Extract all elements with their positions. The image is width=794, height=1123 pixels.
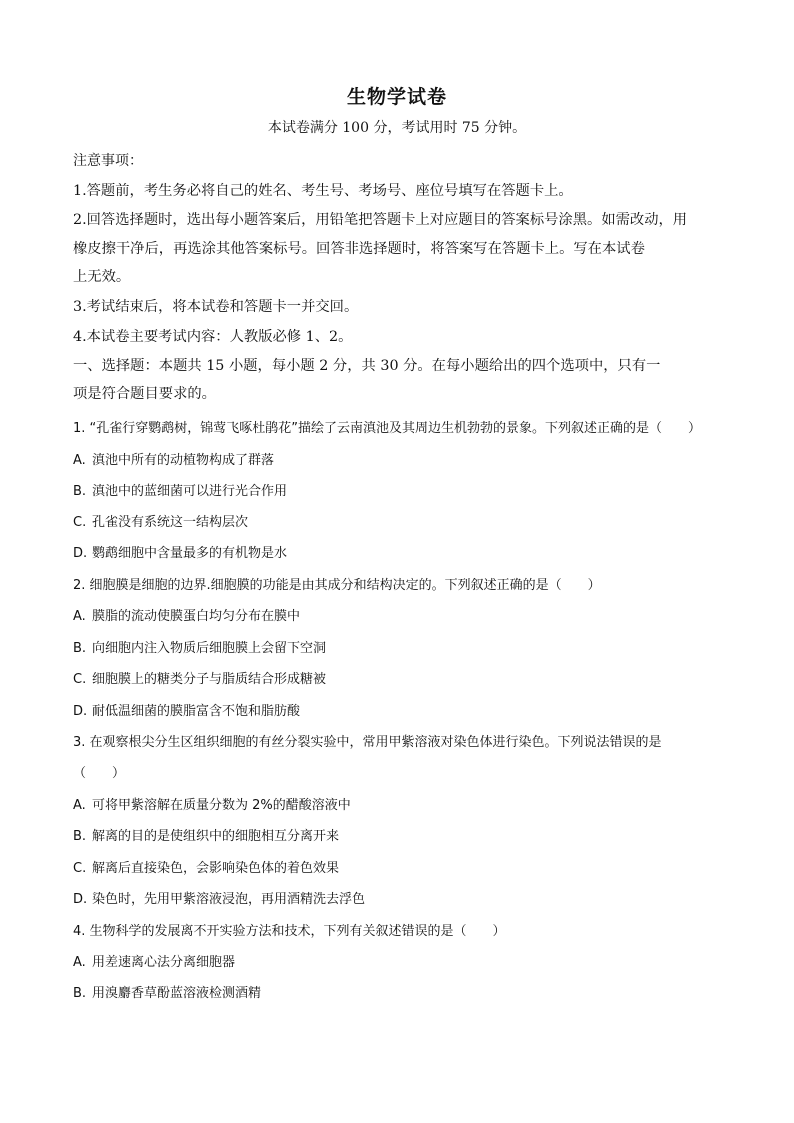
question-1-option-b[interactable]: [73, 480, 287, 499]
section-heading-cont: 项是符合题目要求的。: [73, 386, 216, 402]
question-1-option-d[interactable]: [73, 542, 287, 561]
option-text: 耐低温细菌的膜脂富含不饱和脂肪酸: [92, 704, 301, 719]
option-key: D.: [73, 704, 88, 719]
option-key: C.: [73, 515, 87, 530]
option-text: 染色时，先用甲紫溶液浸泡，再用酒精洗去浮色: [92, 892, 366, 907]
question-4-option-b[interactable]: [73, 982, 261, 1001]
option-key: D.: [73, 892, 88, 907]
option-text: 细胞膜上的糖类分子与脂质结合形成糖被: [92, 672, 327, 687]
option-text: 膜脂的流动使膜蛋白均匀分布在膜中: [92, 609, 301, 624]
option-key: A.: [73, 955, 86, 970]
question-2-option-c[interactable]: [73, 668, 326, 687]
option-text: 滇池中所有的动植物构成了群落: [92, 453, 275, 468]
question-2-stem: 2. 细胞膜是细胞的边界.细胞膜的功能是由其成分和结构决定的。下列叙述正确的是（ ）: [73, 578, 601, 593]
option-key: A.: [73, 798, 86, 813]
option-key: A.: [73, 453, 86, 468]
option-text: 用溴麝香草酚蓝溶液检测酒精: [92, 986, 262, 1001]
option-key: B.: [73, 641, 87, 656]
question-3-option-c[interactable]: [73, 857, 339, 876]
option-text: 解离后直接染色，会影响染色体的着色效果: [92, 861, 340, 876]
note-line: 2.回答选择题时，选出每小题答案后，用铅笔把答题卡上对应题目的答案标号涂黑。如需改动，用: [73, 212, 688, 228]
question-3-stem: 3. 在观察根尖分生区组织细胞的有丝分裂实验中，常用甲紫溶液对染色体进行染色。下列说法错误的是: [73, 735, 662, 750]
exam-subtitle: 本试卷满分 100 分，考试用时 75 分钟。: [267, 120, 527, 136]
question-4-option-a[interactable]: [73, 951, 235, 970]
option-key: A.: [73, 609, 86, 624]
question-2-option-d[interactable]: [73, 700, 300, 719]
question-1-option-a[interactable]: [73, 449, 274, 468]
note-line: 上无效。: [73, 269, 131, 285]
note-line: 3.考试结束后，将本试卷和答题卡一并交回。: [73, 299, 359, 315]
option-key: C.: [73, 672, 87, 687]
question-3-option-b[interactable]: [73, 825, 339, 844]
option-text: 可将甲紫溶解在质量分数为 2%的醋酸溶液中: [92, 798, 351, 813]
option-key: C.: [73, 861, 87, 876]
page-title: 生物学试卷: [346, 86, 447, 108]
option-text: 鹦鹉细胞中含量最多的有机物是水: [92, 546, 288, 561]
option-text: 解离的目的是使组织中的细胞相互分离开来: [92, 829, 340, 844]
question-1-option-c[interactable]: [73, 511, 248, 530]
section-heading: 一、选择题：本题共 15 小题，每小题 2 分，共 30 分。在每小题给出的四个选项中，只有一: [73, 358, 661, 374]
option-text: 滇池中的蓝细菌可以进行光合作用: [92, 484, 288, 499]
option-key: B.: [73, 829, 87, 844]
option-text: 向细胞内注入物质后细胞膜上会留下空洞: [92, 641, 327, 656]
option-key: B.: [73, 484, 87, 499]
notes-heading: 注意事项：: [73, 153, 143, 169]
note-line: 4.本试卷主要考试内容：人教版必修 1、2。: [73, 329, 353, 345]
question-2-option-b[interactable]: [73, 637, 326, 656]
note-line: 1.答题前，考生务必将自己的姓名、考生号、考场号、座位号填写在答题卡上。: [73, 183, 573, 199]
question-1-stem: 1. “孔雀行穿鹦鹉树，锦莺飞啄杜鹃花”描绘了云南滇池及其周边生机勃勃的景象。下列叙述正确的是（ ）: [73, 421, 702, 436]
question-3-option-a[interactable]: [73, 794, 351, 813]
option-text: 孔雀没有系统这一结构层次: [92, 515, 249, 530]
option-key: D.: [73, 546, 88, 561]
note-line: 橡皮擦干净后，再选涂其他答案标号。回答非选择题时，将答案写在答题卡上。写在本试卷: [73, 241, 645, 257]
question-3-stem-cont: （ ）: [73, 766, 126, 781]
question-4-stem: 4. 生物科学的发展离不开实验方法和技术，下列有关叙述错误的是（ ）: [73, 924, 506, 939]
question-2-option-a[interactable]: [73, 605, 300, 624]
option-text: 用差速离心法分离细胞器: [92, 955, 236, 970]
option-key: B.: [73, 986, 87, 1001]
question-3-option-d[interactable]: [73, 888, 365, 907]
